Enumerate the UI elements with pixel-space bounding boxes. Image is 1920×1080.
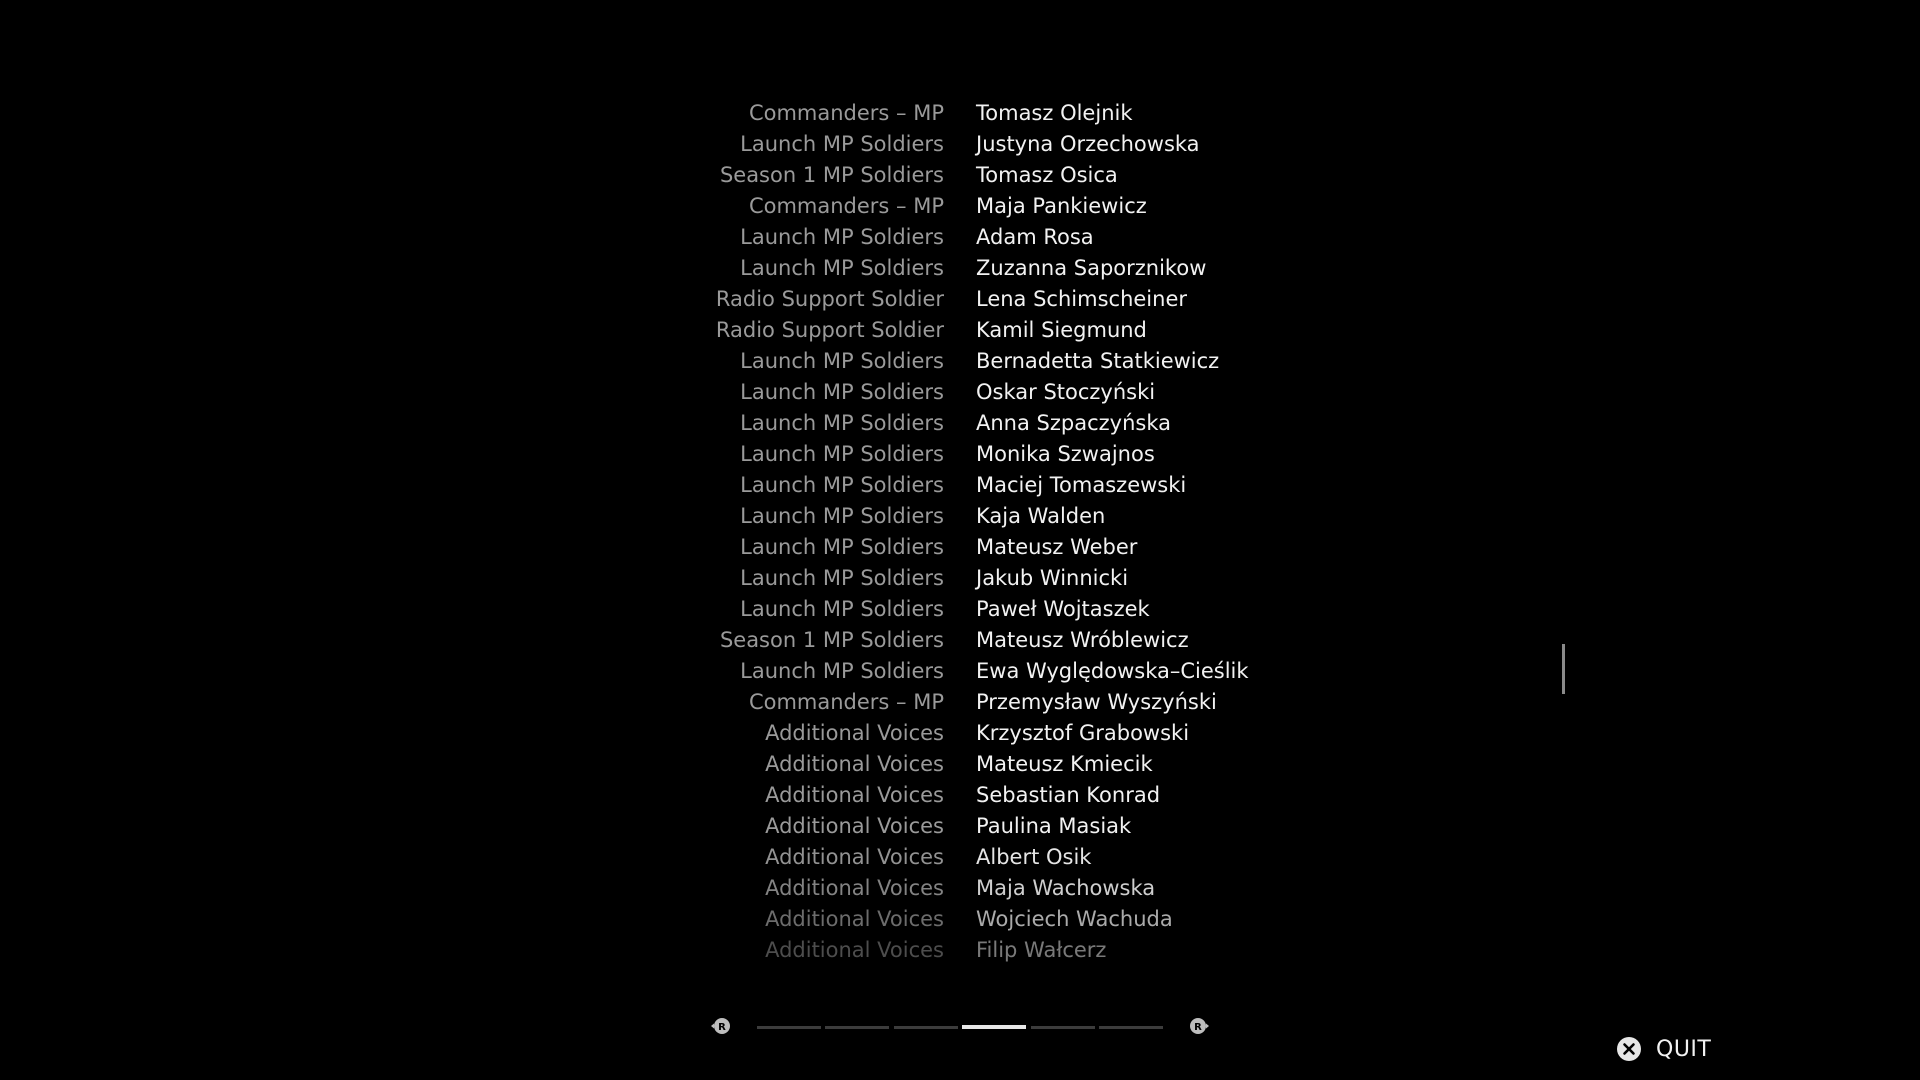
credit-name: Albert Osik <box>976 845 1092 869</box>
credit-name: Maciej Tomaszewski <box>976 473 1187 497</box>
credit-name: Maja Pankiewicz <box>976 194 1147 218</box>
credit-row <box>0 594 1920 625</box>
credit-role: Launch MP Soldiers <box>740 504 944 528</box>
credit-name: Kaja Walden <box>976 504 1106 528</box>
credit-row <box>0 222 1920 253</box>
credit-role: Additional Voices <box>765 721 944 745</box>
credit-name: Mateusz Wróblewicz <box>976 628 1189 652</box>
credit-role: Launch MP Soldiers <box>740 411 944 435</box>
credit-name: Kamil Siegmund <box>976 318 1147 342</box>
credit-name: Bernadetta Statkiewicz <box>976 349 1220 373</box>
credit-name: Filip Wałcerz <box>976 938 1107 962</box>
quit-button[interactable] <box>1616 1036 1711 1062</box>
credit-row <box>0 315 1920 346</box>
credit-row <box>0 811 1920 842</box>
credit-row <box>0 98 1920 129</box>
right-bumper-icon[interactable] <box>1189 1016 1209 1036</box>
credit-name: Jakub Winnicki <box>976 566 1129 590</box>
credit-role: Commanders – MP <box>748 101 944 125</box>
credit-role: Radio Support Soldier <box>715 318 944 342</box>
credit-name: Paweł Wojtaszek <box>976 597 1150 621</box>
credit-role: Launch MP Soldiers <box>740 473 944 497</box>
credit-row <box>0 718 1920 749</box>
quit-label: QUIT <box>1656 1036 1712 1062</box>
credit-row <box>0 439 1920 470</box>
credit-name: Paulina Masiak <box>976 814 1132 838</box>
credit-name: Przemysław Wyszyński <box>976 690 1217 714</box>
credit-name: Mateusz Weber <box>976 535 1138 559</box>
credit-row <box>0 780 1920 811</box>
credit-name: Ewa Wyględowska–Cieślik <box>976 659 1249 683</box>
credit-role: Additional Voices <box>765 938 944 962</box>
credit-role: Launch MP Soldiers <box>740 566 944 590</box>
page-segment <box>1099 1026 1163 1029</box>
credit-name: Sebastian Konrad <box>976 783 1161 807</box>
page-segment <box>894 1026 958 1029</box>
page-segment <box>825 1026 889 1029</box>
page-segment-active <box>962 1025 1026 1029</box>
credit-role: Additional Voices <box>765 814 944 838</box>
credit-role: Season 1 MP Soldiers <box>719 628 944 652</box>
credit-row <box>0 470 1920 501</box>
credit-role: Commanders – MP <box>748 690 944 714</box>
credit-role: Additional Voices <box>765 845 944 869</box>
credit-row <box>0 253 1920 284</box>
credit-name: Lena Schimscheiner <box>976 287 1187 311</box>
credit-row <box>0 501 1920 532</box>
credit-row <box>0 935 1920 966</box>
credit-role: Launch MP Soldiers <box>740 535 944 559</box>
credit-name: Mateusz Kmiecik <box>976 752 1153 776</box>
credit-row <box>0 160 1920 191</box>
credit-row <box>0 377 1920 408</box>
credits-list[interactable] <box>0 98 1920 966</box>
left-bumper-label: R <box>718 1022 726 1033</box>
credit-row <box>0 346 1920 377</box>
credit-name: Tomasz Osica <box>976 163 1118 187</box>
credit-role: Launch MP Soldiers <box>740 256 944 280</box>
credit-row <box>0 563 1920 594</box>
credit-role: Season 1 MP Soldiers <box>719 163 944 187</box>
credit-name: Oskar Stoczyński <box>976 380 1156 404</box>
credit-row <box>0 656 1920 687</box>
credit-row <box>0 191 1920 222</box>
credit-role: Launch MP Soldiers <box>740 380 944 404</box>
credit-row <box>0 625 1920 656</box>
credit-row <box>0 687 1920 718</box>
credit-name: Krzysztof Grabowski <box>976 721 1190 745</box>
scroll-indicator <box>1562 644 1565 694</box>
credit-row <box>0 842 1920 873</box>
credit-role: Launch MP Soldiers <box>740 442 944 466</box>
credit-role: Launch MP Soldiers <box>740 349 944 373</box>
credit-row <box>0 284 1920 315</box>
credit-row <box>0 129 1920 160</box>
left-bumper-icon[interactable] <box>711 1016 731 1036</box>
credit-role: Radio Support Soldier <box>715 287 944 311</box>
credit-role: Commanders – MP <box>748 194 944 218</box>
page-navigator <box>711 1014 1209 1042</box>
credit-row <box>0 532 1920 563</box>
credit-row <box>0 749 1920 780</box>
credit-role: Additional Voices <box>765 752 944 776</box>
credit-name: Maja Wachowska <box>976 876 1156 900</box>
right-bumper-label: R <box>1194 1022 1202 1033</box>
credit-role: Launch MP Soldiers <box>740 132 944 156</box>
cross-button-icon <box>1616 1036 1642 1062</box>
credit-role: Launch MP Soldiers <box>740 225 944 249</box>
page-indicator <box>757 1026 1163 1030</box>
credit-name: Monika Szwajnos <box>976 442 1155 466</box>
credit-name: Adam Rosa <box>976 225 1094 249</box>
page-segment <box>757 1026 821 1029</box>
credit-name: Anna Szpaczyńska <box>976 411 1171 435</box>
credit-name: Tomasz Olejnik <box>976 101 1133 125</box>
page-segment <box>1031 1026 1095 1029</box>
credit-role: Additional Voices <box>765 907 944 931</box>
credit-role: Launch MP Soldiers <box>740 597 944 621</box>
credit-role: Additional Voices <box>765 876 944 900</box>
credit-role: Launch MP Soldiers <box>740 659 944 683</box>
credit-name: Zuzanna Saporznikow <box>976 256 1207 280</box>
credit-name: Wojciech Wachuda <box>976 907 1173 931</box>
credit-row <box>0 904 1920 935</box>
credit-name: Justyna Orzechowska <box>976 132 1200 156</box>
credit-role: Additional Voices <box>765 783 944 807</box>
credit-row <box>0 873 1920 904</box>
credit-row <box>0 408 1920 439</box>
